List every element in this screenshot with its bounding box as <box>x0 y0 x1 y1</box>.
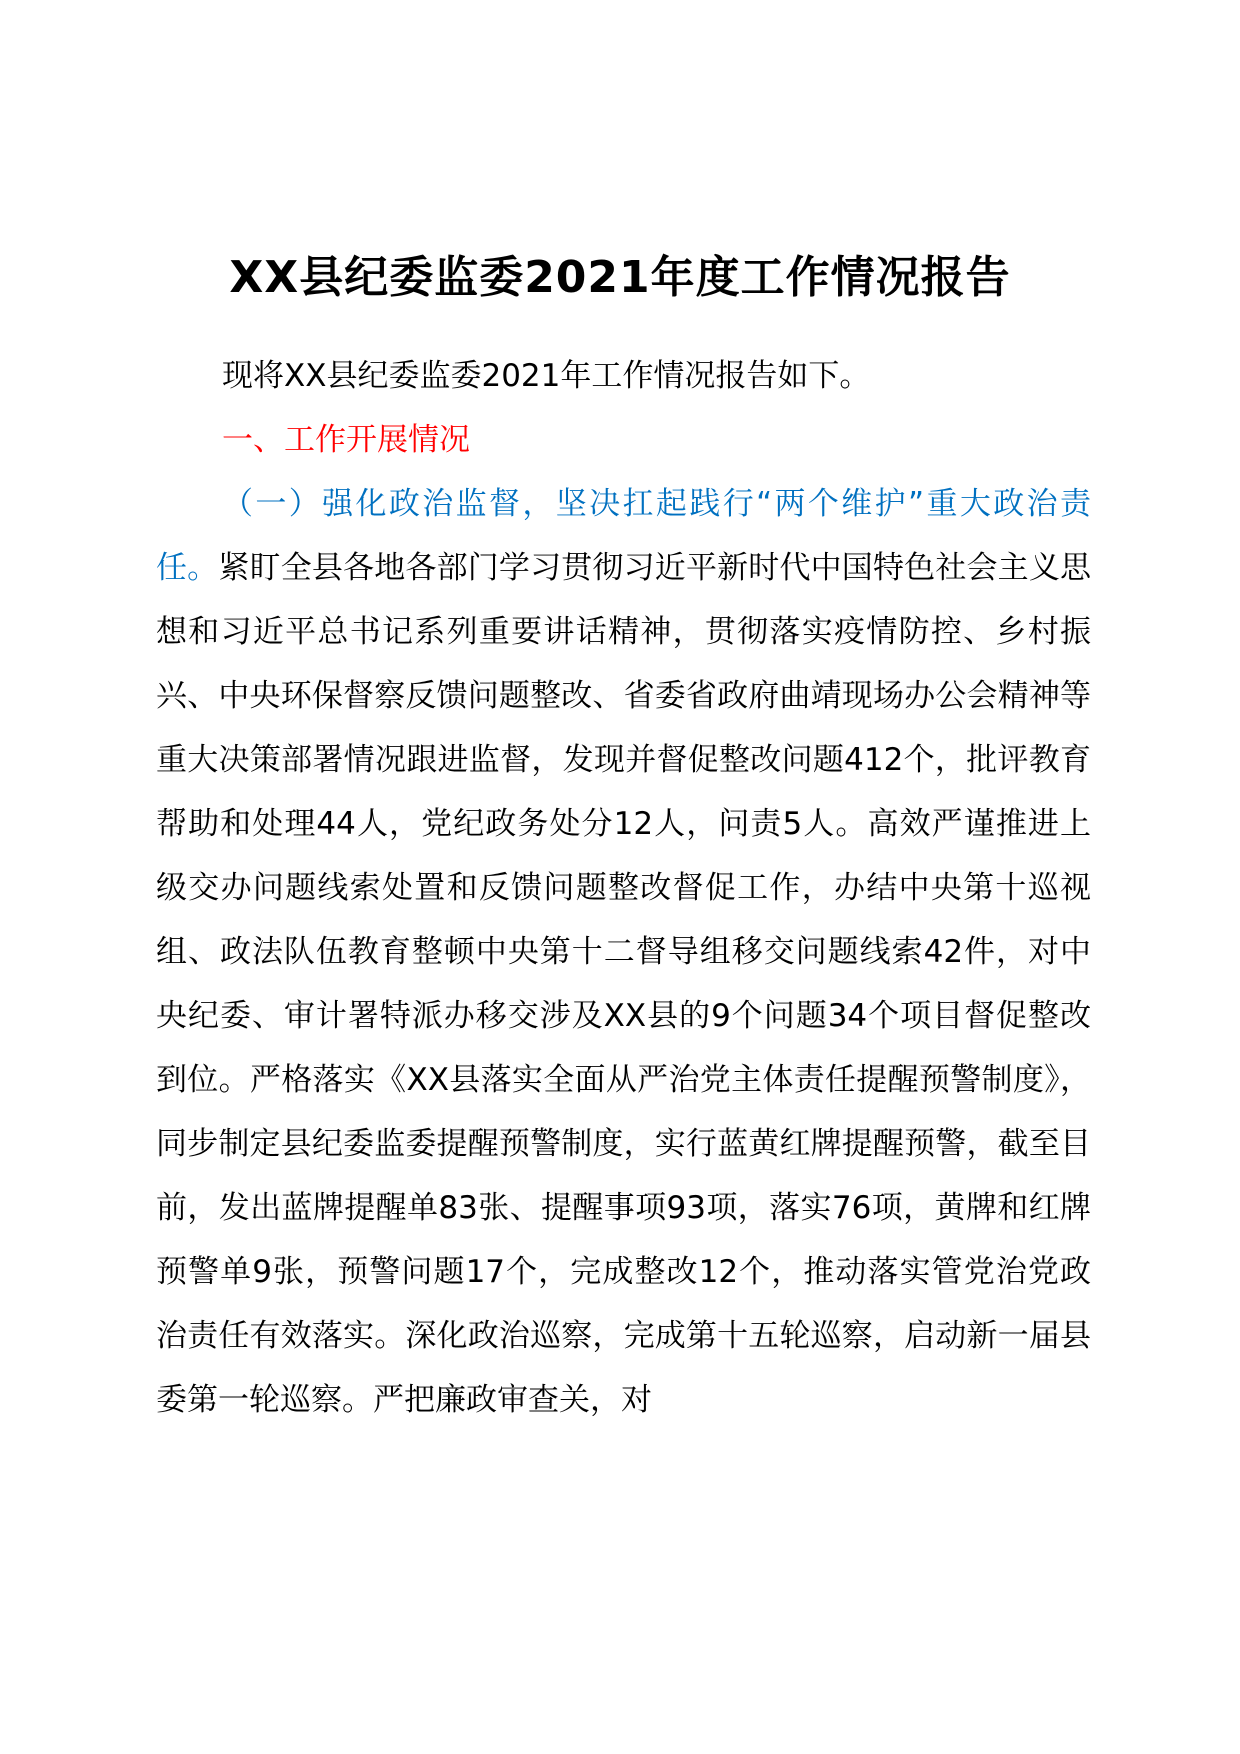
body-paragraph <box>156 472 1091 1432</box>
document-title: XX县纪委监委2021年度工作情况报告 <box>229 252 1011 303</box>
subsection-1-body: 紧盯全县各地各部门学习贯彻习近平新时代中国特色社会主义思想和习近平总书记系列重要讲话精神，贯彻落实疫情防控、乡村振兴、中央环保督察反馈问题整改、省委省政府曲靖现场办公会精神等重大决策部署情况跟进监督，发现并督促整改问题412个，批评教育帮助和处理44人，党纪政务处分12人，问责5人。高效严谨推进上级交办问题线索处置和反馈问题整改督促工作，办结中央第十巡视组、政法队伍教育整顿中央第十二督导组移交问题线索42件，对中央纪委、审计署特派办移交涉及XX县的9个问题34个项目督促整改到位。严格落实《XX县落实全面从严治党主体责任提醒预警制度》，同步制定县纪委监委提醒预警制度，实行蓝黄红牌提醒预警，截至目前，发出蓝牌提醒单83张、提醒事项93项，落实76项，黄牌和红牌预警单9张，预警问题17个，完成整改12个，推动落实管党治党政治责任有效落实。深化政治巡察，完成第十五轮巡察，启动新一届县委第一轮巡察。严把廉政审查关，对 <box>156 550 1092 1418</box>
section-1-heading: 一、工作开展情况 <box>222 422 470 458</box>
intro-paragraph: 现将XX县纪委监委2021年工作情况报告如下。 <box>222 358 871 394</box>
subsection-1-heading: （一）强化政治监督，坚决扛起践行“两个维护”重大政治责任。 <box>156 486 1091 586</box>
section-heading <box>156 408 1091 472</box>
